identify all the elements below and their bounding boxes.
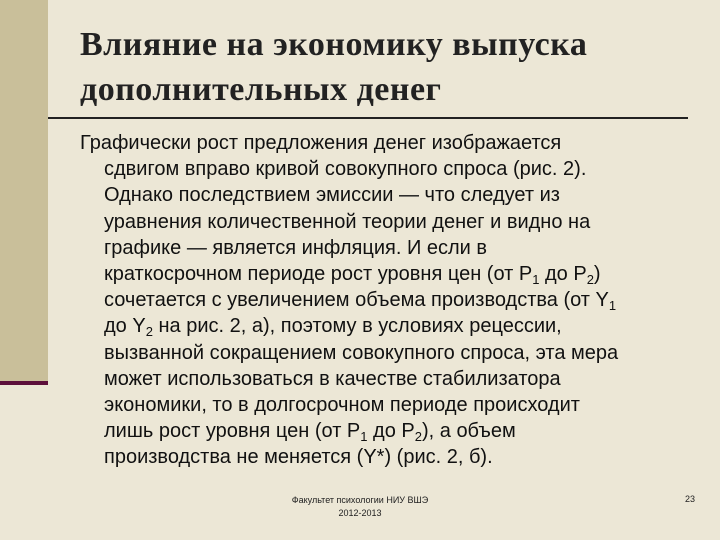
- left-accent-bar: [0, 0, 48, 385]
- text-run: до P: [367, 420, 415, 443]
- title-line-2: дополнительных денег: [80, 71, 442, 108]
- footer-faculty: Факультет психологии НИУ ВШЭ: [291, 495, 429, 505]
- text-run: до P: [539, 263, 587, 286]
- text-run: ): [593, 263, 601, 286]
- title-underline: [48, 117, 688, 119]
- slide-footer: [270, 494, 450, 520]
- subscript: 2: [586, 272, 594, 288]
- title-line-1: Влияние на экономику выпуска: [80, 26, 588, 63]
- text-run: до Y: [104, 315, 146, 338]
- subscript: 1: [360, 429, 368, 445]
- body-line: Графически рост предложения денег изображается: [80, 132, 562, 154]
- body-line: графике — является инфляция. И если в: [104, 236, 488, 259]
- body-line: Однако последствием эмиссии — что следует из: [104, 184, 560, 207]
- slide-body: [80, 130, 700, 471]
- body-line: [80, 261, 700, 287]
- text-run: сочетается с увеличением объема производства (от Y: [104, 289, 609, 312]
- body-line: [80, 287, 700, 313]
- body-line: вызванной сокращением совокупного спроса, эта мера: [104, 341, 619, 364]
- text-run: краткосрочном периоде рост уровня цен (от P: [104, 263, 533, 286]
- subscript: 1: [608, 298, 617, 314]
- body-line: производства не меняется (Y*) (рис. 2, б).: [104, 446, 493, 469]
- footer-years: 2012-2013: [338, 508, 382, 518]
- subscript: 1: [532, 272, 540, 288]
- body-line: [80, 313, 700, 339]
- body-line: экономики, то в долгосрочном периоде происходит: [104, 394, 580, 417]
- text-run: на рис. 2, а), поэтому в условиях рецессии,: [152, 315, 562, 338]
- left-accent-divider: [0, 381, 48, 385]
- body-line: [80, 418, 700, 444]
- text-run: лишь рост уровня цен (от P: [104, 420, 361, 443]
- page-number: 23: [684, 494, 695, 504]
- subscript: 2: [414, 429, 422, 445]
- subscript: 2: [145, 324, 153, 340]
- body-line: может использоваться в качестве стабилизатора: [104, 367, 561, 390]
- text-run: ), а объем: [421, 420, 516, 443]
- body-line: сдвигом вправо кривой совокупного спроса (рис. 2).: [104, 158, 587, 181]
- slide-title: [80, 22, 700, 112]
- body-line: уравнения количественной теории денег и видно на: [104, 210, 591, 233]
